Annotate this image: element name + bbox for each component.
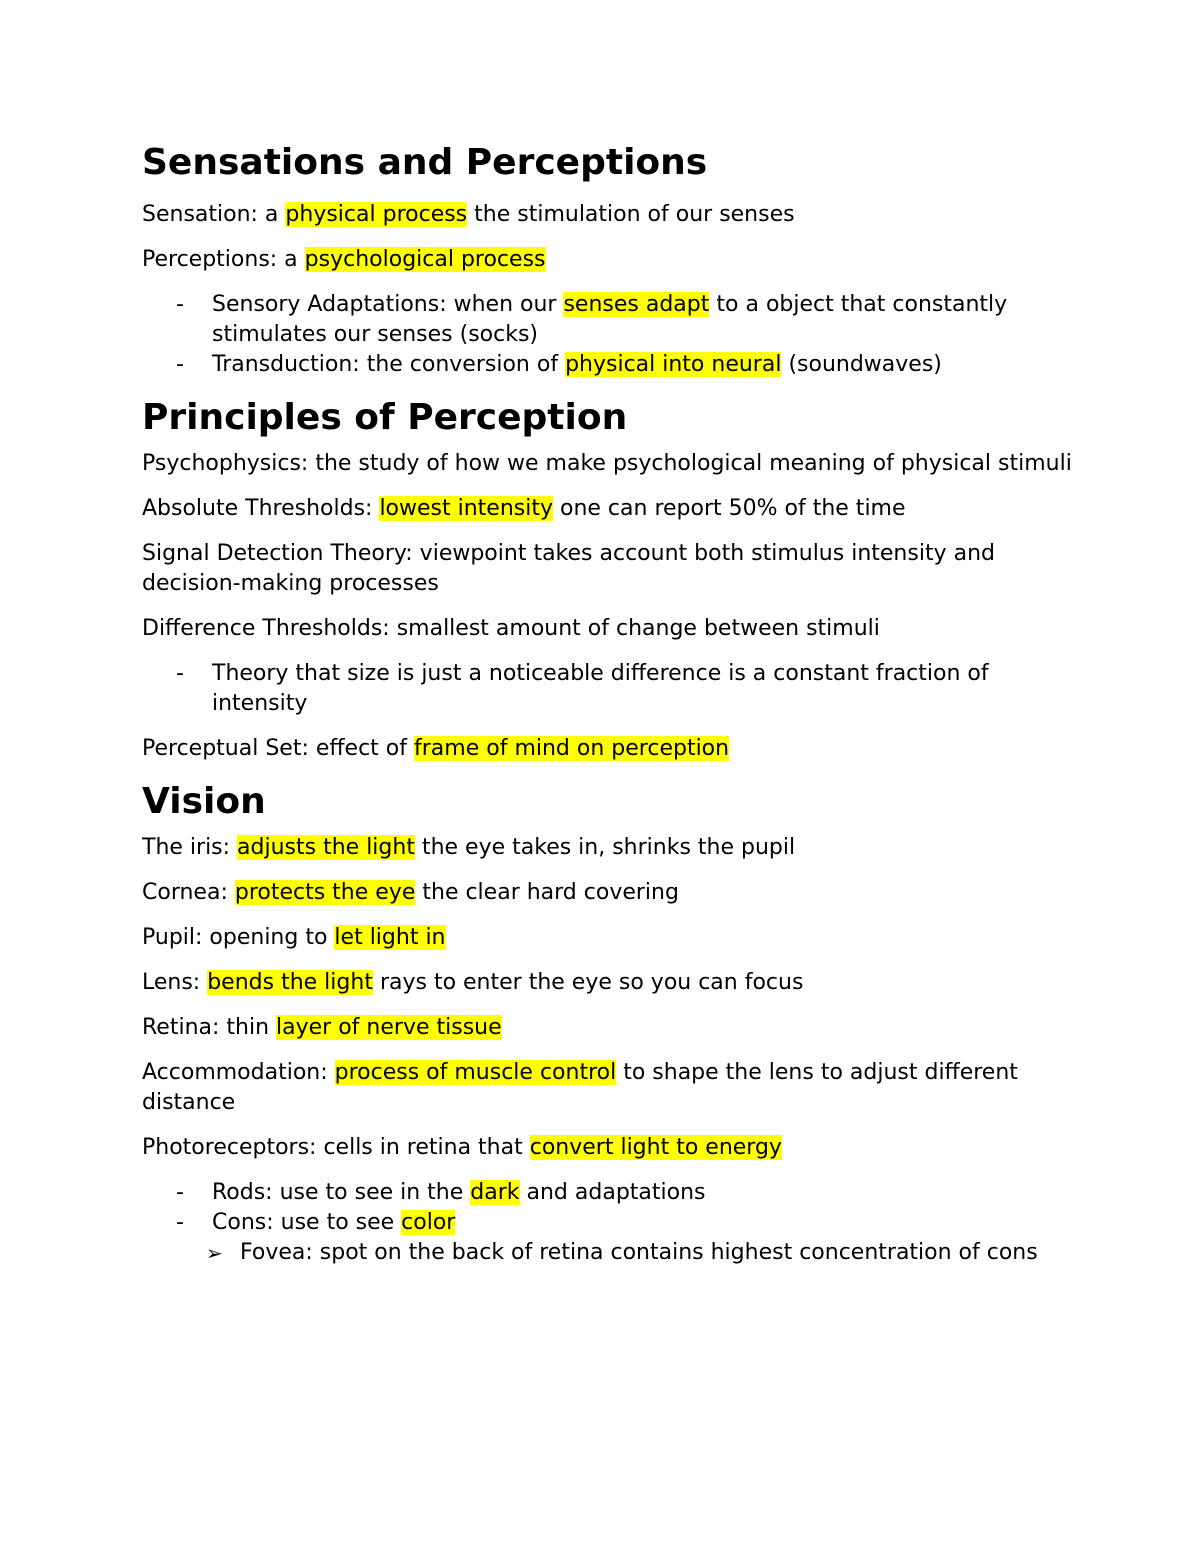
definition-text: rays to enter the eye so you can focus [372, 970, 804, 995]
dash-bullet-icon: - [176, 292, 184, 317]
term-label: Perceptions: a [142, 247, 305, 272]
term-label: Sensation: a [142, 202, 286, 227]
accommodation-definition [142, 1058, 1072, 1118]
term-label: Lens: [142, 970, 208, 995]
term-label: Perceptual Set: effect of [142, 736, 415, 761]
pupil-definition [142, 923, 1072, 953]
highlighted-text: protects the eye [234, 880, 416, 905]
difference-thresholds-definition: Difference Thresholds: smallest amount of change between stimuli [142, 616, 880, 641]
highlighted-text: process of muscle control [334, 1060, 617, 1085]
psychophysics-definition: Psychophysics: the study of how we make psychological meaning of physical stimuli [142, 451, 1072, 476]
arrow-bullet-icon: ➢ [206, 1241, 223, 1265]
dash-bullet-icon: - [176, 1210, 184, 1235]
highlighted-text: senses adapt [563, 292, 710, 317]
term-label: Accommodation: [142, 1060, 335, 1085]
list-item-sensory-adaptations [142, 290, 1072, 350]
highlighted-text: let light in [334, 925, 446, 950]
highlighted-text: frame of mind on perception [414, 736, 730, 761]
definition-text: Theory that size is just a noticeable difference is a constant fraction of intensity [212, 661, 989, 716]
term-label: Cons: use to see [212, 1210, 402, 1235]
cornea-definition [142, 878, 1072, 908]
highlighted-text: color [401, 1210, 456, 1235]
difference-bullet-list [142, 659, 1072, 719]
list-item-rods [142, 1178, 1072, 1208]
term-label: Transduction: the conversion of [212, 352, 566, 377]
term-label: Retina: thin [142, 1015, 277, 1040]
highlighted-text: lowest intensity [379, 496, 553, 521]
list-item-transduction [142, 350, 1072, 380]
sub-list-container [142, 1238, 1072, 1268]
dash-bullet-icon: - [176, 1180, 184, 1205]
retina-definition [142, 1013, 1072, 1043]
photoreceptor-bullet-list [142, 1178, 1072, 1268]
term-label: Cornea: [142, 880, 235, 905]
highlighted-text: physical process [285, 202, 468, 227]
term-label: Photoreceptors: cells in retina that [142, 1135, 530, 1160]
definition-text: one can report 50% of the time [553, 496, 906, 521]
lens-definition [142, 968, 1072, 998]
definition-text: the eye takes in, shrinks the pupil [414, 835, 796, 860]
list-item-fovea [142, 1238, 1072, 1268]
perception-bullet-list [142, 290, 1072, 380]
dash-bullet-icon: - [176, 352, 184, 377]
highlighted-text: dark [470, 1180, 520, 1205]
definition-text: Fovea: spot on the back of retina contains highest concentration of cons [240, 1240, 1038, 1265]
definition-text: the stimulation of our senses [467, 202, 795, 227]
cons-sub-bullet-list [142, 1238, 1072, 1268]
perceptions-definition [142, 245, 1072, 275]
dash-bullet-icon: - [176, 661, 184, 686]
definition-text: and adaptations [519, 1180, 706, 1205]
heading-sensations-and-perceptions: Sensations and Perceptions [142, 142, 708, 183]
term-label: Pupil: opening to [142, 925, 335, 950]
term-label: Rods: use to see in the [212, 1180, 471, 1205]
sensation-definition [142, 200, 1072, 230]
definition-text: to a object that constantly stimulates our senses (socks) [212, 292, 1008, 347]
term-label: The iris: [142, 835, 238, 860]
heading-principles-of-perception: Principles of Perception [142, 397, 628, 438]
highlighted-text: layer of nerve tissue [276, 1015, 502, 1040]
term-label: Sensory Adaptations: when our [212, 292, 564, 317]
highlighted-text: psychological process [304, 247, 546, 272]
list-item-cons [142, 1208, 1072, 1238]
absolute-thresholds-definition [142, 494, 1072, 524]
highlighted-text: adjusts the light [237, 835, 415, 860]
definition-text: to shape the lens to adjust different distance [142, 1060, 1018, 1115]
definition-text: (soundwaves) [781, 352, 942, 377]
iris-definition [142, 833, 1072, 863]
highlighted-text: convert light to energy [529, 1135, 782, 1160]
perceptual-set-definition [142, 734, 1072, 764]
highlighted-text: bends the light [207, 970, 373, 995]
heading-vision: Vision [142, 781, 266, 822]
term-label: Absolute Thresholds: [142, 496, 380, 521]
highlighted-text: physical into neural [565, 352, 782, 377]
document-page [142, 140, 1072, 1283]
list-item-noticeable-difference [142, 659, 1072, 719]
definition-text: the clear hard covering [415, 880, 679, 905]
signal-detection-definition: Signal Detection Theory: viewpoint takes account both stimulus intensity and decision-making processes [142, 541, 995, 596]
photoreceptors-definition [142, 1133, 1072, 1163]
